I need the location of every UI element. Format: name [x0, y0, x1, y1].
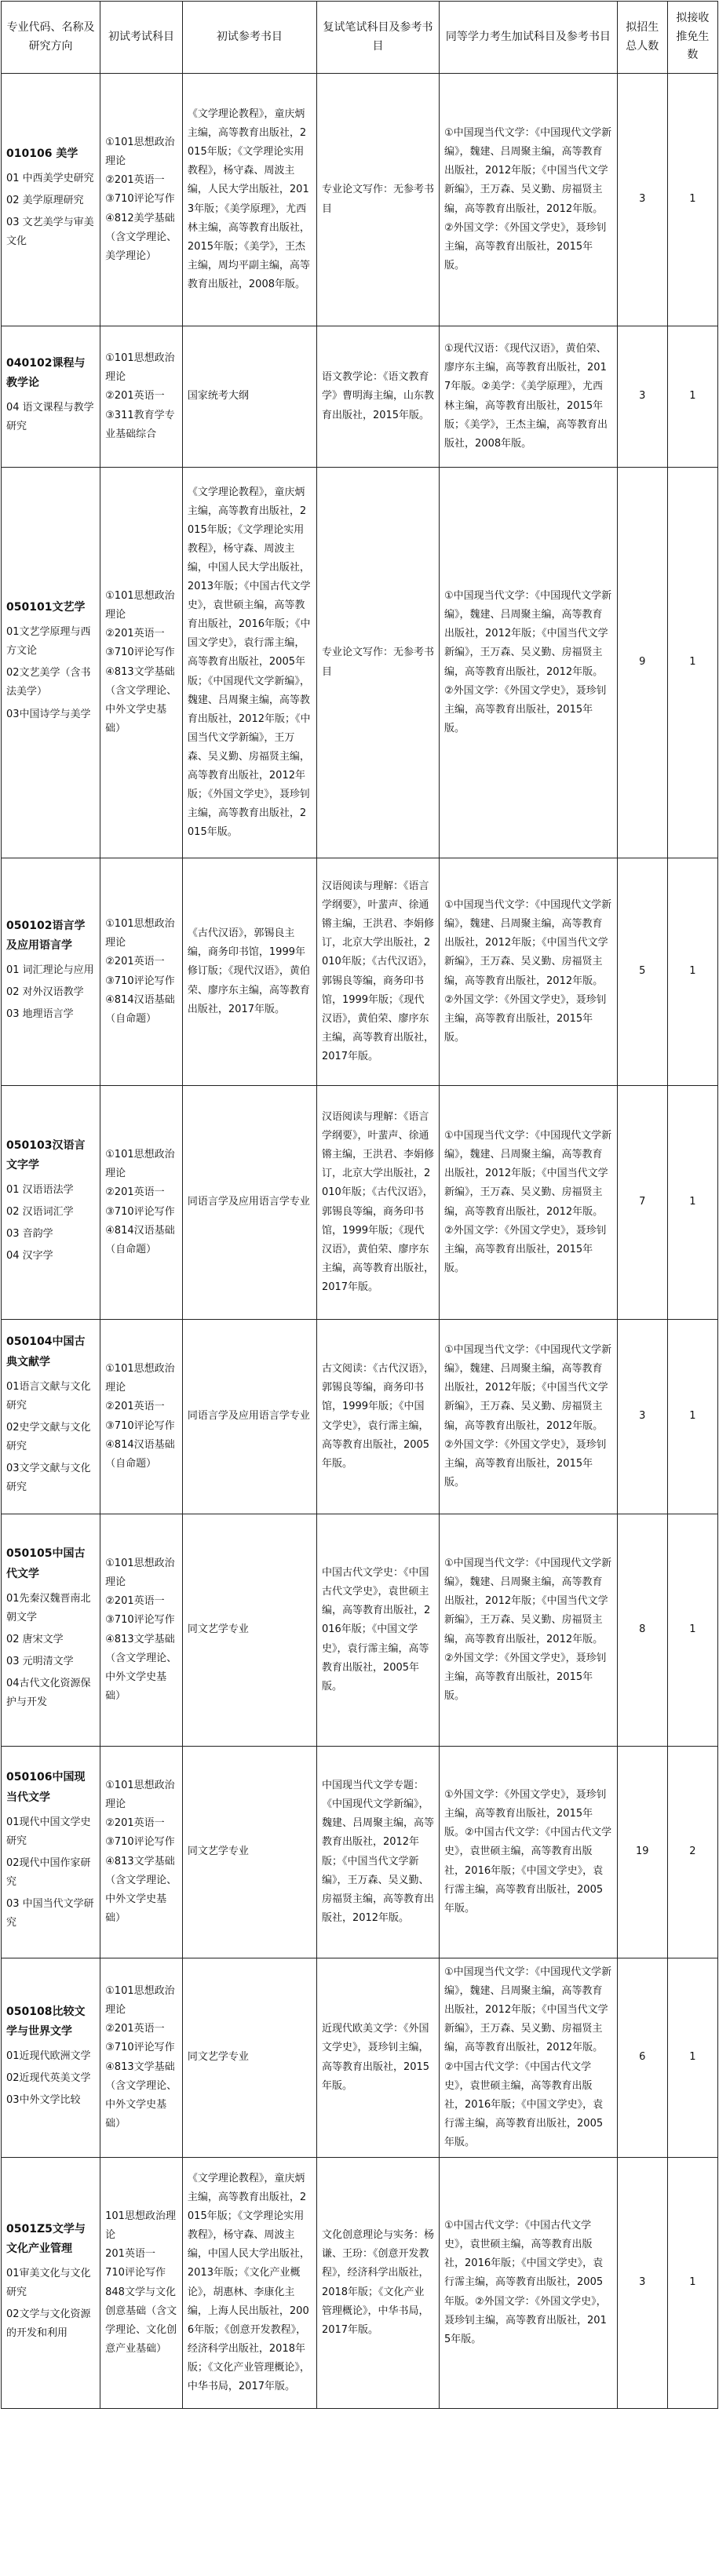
- exempt-cell: 1: [667, 1086, 717, 1320]
- books-cell: 《文学理论教程》，童庆炳主编，高等教育出版社，2015年版；《文学理论实用教程》，杨守森、周波主编，中国人民大学出版社，2013年版；《文化产业概论》，胡惠林、李康化主编，上海人民出版社，2006年版；《创意开发教程》，经济科学出版社，2018年版；《文化产业管理概论》，中华书局，2017年版。: [182, 2158, 316, 2409]
- research-direction: 04 语文课程与教学研究: [6, 402, 94, 433]
- research-direction: 01语言文献与文化研究: [6, 1381, 91, 1412]
- equivalent-cell: ①现代汉语：《现代汉语》，黄伯荣、廖序东主编，高等教育出版社，2017年版。②美学：《美学原理》，尤西林主编，高等教育出版社，2015年版；《美学》，王杰主编，高等教育出版社，2008年版。: [440, 326, 618, 468]
- major-cell: [2, 1747, 100, 1958]
- exam-subject: ②201英语一: [105, 628, 165, 640]
- exam-subject: ④814汉语基础（自命题）: [105, 1438, 175, 1470]
- table-row: [2, 1320, 718, 1514]
- major-name: 050106中国现当代文学: [6, 1771, 86, 1805]
- retest-cell: 中国古代文学史：《中国古代文学史》，袁世硕主编，高等教育出版社，2016年版；《中国文学史》，袁行霈主编，高等教育出版社，2005年版。: [316, 1514, 439, 1747]
- equivalent-cell: ①中国现当代文学：《中国现代文学新编》，魏建、吕周聚主编，高等教育出版社，2012年版；《中国当代文学新编》，王万森、吴义勤、房福贤主编，高等教育出版社，2012年版。②外国文学：《外国文学史》，聂珍钊主编，高等教育出版社，2015年版。: [440, 468, 618, 858]
- equivalent-cell: ①中国现当代文学：《中国现代文学新编》，魏建、吕周聚主编，高等教育出版社，2012年版；《中国当代文学新编》，王万森、吴义勤、房福贤主编，高等教育出版社，2012年版。②外国文学：《外国文学史》，聂珍钊主编，高等教育出版社，2015年版。: [440, 1514, 618, 1747]
- table-row: [2, 74, 718, 326]
- table-header-row: [2, 2, 718, 74]
- exam-subject: ②201英语一: [105, 174, 165, 187]
- table-row: [2, 468, 718, 858]
- research-direction: 02文学与文化资源的开发和利用: [6, 2308, 91, 2340]
- equivalent-cell: ①中国现当代文学：《中国现代文学新编》，魏建、吕周聚主编，高等教育出版社，2012年版；《中国当代文学新编》，王万森、吴义勤、房福贤主编，高等教育出版社，2012年版。②中国古代文学：《中国古代文学史》，袁世硕主编，高等教育出版社，2016年版；《中国文学史》，袁行霈主编，高等教育出版社，2005年版。: [440, 1958, 618, 2158]
- total-cell: 9: [617, 468, 667, 858]
- exam-subject: 710评论写作: [105, 2267, 166, 2279]
- exam-subject: ④813文学基础（含文学理论、中外文学史基础）: [105, 2060, 177, 2130]
- exempt-cell: 1: [667, 1514, 717, 1747]
- research-direction: 01先秦汉魏晋南北朝文学: [6, 1593, 91, 1624]
- equivalent-cell: ①外国文学：《外国文学史》，聂珍钊主编，高等教育出版社，2015年版。②中国古代文学：《中国古代文学史》，袁世硕主编，高等教育出版社，2016年版；《中国文学史》，袁行霈主编，高等教育出版社，2005年版。: [440, 1747, 618, 1958]
- total-cell: 6: [617, 1958, 667, 2158]
- table-row: [2, 1747, 718, 1958]
- exam-subject: ②201英语一: [105, 1401, 165, 1413]
- retest-cell: 古文阅读：《古代汉语》，郭锡良等编，商务印书馆，1999年版；《中国文学史》，袁行霈主编，高等教育出版社，2005年版。: [316, 1320, 439, 1514]
- exams-cell: [100, 1958, 183, 2158]
- exam-subject: ①101思想政治理论: [105, 590, 175, 621]
- research-direction: 01审美文化与文化研究: [6, 2268, 91, 2299]
- table-row: [2, 2158, 718, 2409]
- retest-cell: 专业论文写作：无参考书目: [316, 468, 439, 858]
- exams-cell: [100, 1514, 183, 1747]
- exam-subject: ③710评论写作: [105, 1836, 175, 1849]
- equivalent-cell: ①中国现当代文学：《中国现代文学新编》，魏建、吕周聚主编，高等教育出版社，2012年版；《中国当代文学新编》，王万森、吴义勤、房福贤主编，高等教育出版社，2012年版。②外国文学：《外国文学史》，聂珍钊主编，高等教育出版社，2015年版。: [440, 858, 618, 1086]
- exempt-cell: 1: [667, 2158, 717, 2409]
- major-cell: [2, 326, 100, 468]
- major-name: 050104中国古典文献学: [6, 1335, 86, 1369]
- exam-subject: ③710评论写作: [105, 647, 175, 659]
- exam-subject: ④813文学基础（含文学理论、中外文学史基础）: [105, 1855, 177, 1924]
- books-cell: 同文艺学专业: [182, 1958, 316, 2158]
- research-direction: 03中外文学比较: [6, 2094, 81, 2107]
- research-direction: 02 对外汉语教学: [6, 986, 84, 999]
- major-name: 050101文艺学: [6, 601, 86, 614]
- research-direction: 02 唐宋文学: [6, 1634, 64, 1646]
- research-direction: 04 汉字学: [6, 1250, 53, 1262]
- books-cell: 《文学理论教程》，童庆炳主编，高等教育出版社，2015年版；《文学理论实用教程》，杨守森、周波主编，人民大学出版社，2013年版；《美学原理》，尤西林主编，高等教育出版社，2015年版；《美学》，王杰主编，周均平副主编，高等教育出版社，2008年版。: [182, 74, 316, 326]
- research-direction: 02 汉语词汇学: [6, 1206, 74, 1219]
- total-cell: 3: [617, 326, 667, 468]
- exam-subject: ③710评论写作: [105, 1614, 175, 1627]
- major-cell: [2, 858, 100, 1086]
- exam-subject: ③710评论写作: [105, 1205, 175, 1218]
- books-cell: 国家统考大纲: [182, 326, 316, 468]
- exam-subject: ④813文学基础（含文学理论、中外文学史基础）: [105, 665, 177, 734]
- retest-cell: 专业论文写作：无参考书目: [316, 74, 439, 326]
- major-name: 050102语言学及应用语言学: [6, 919, 86, 953]
- total-cell: 3: [617, 74, 667, 326]
- major-cell: [2, 1086, 100, 1320]
- exam-subject: ②201英语一: [105, 956, 165, 968]
- exam-subject: ①101思想政治理论: [105, 137, 175, 168]
- research-direction: 01 中西美学史研究: [6, 173, 94, 185]
- exam-subject: ④812美学基础（含文学理论、美学理论）: [105, 212, 177, 262]
- research-direction: 02近现代英美文学: [6, 2072, 91, 2085]
- exempt-cell: 1: [667, 858, 717, 1086]
- exam-subject: ③710评论写作: [105, 193, 175, 206]
- major-name: 050108比较文学与世界文学: [6, 2005, 86, 2039]
- retest-cell: 汉语阅读与理解：《语言学纲要》，叶蜚声、徐通锵主编，王洪君、李娟修订，北京大学出版社，2010年版；《古代汉语》，郭锡良等编，商务印书馆，1999年版；《现代汉语》，黄伯荣、廖序东主编，高等教育出版社，2017年版。: [316, 858, 439, 1086]
- exam-subject: ①101思想政治理论: [105, 1780, 175, 1811]
- exam-subject: 201英语一: [105, 2248, 155, 2261]
- header-major: 专业代码、名称及研究方向: [2, 2, 100, 74]
- exam-subject: ②201英语一: [105, 1186, 165, 1199]
- total-cell: 5: [617, 858, 667, 1086]
- header-equivalent: 同等学力考生加试科目及参考书目: [440, 2, 618, 74]
- major-cell: [2, 1514, 100, 1747]
- research-direction: 03 元明清文学: [6, 1656, 74, 1668]
- exam-subject: ①101思想政治理论: [105, 1149, 175, 1180]
- research-direction: 04古代文化资源保护与开发: [6, 1678, 91, 1709]
- research-direction: 03 音韵学: [6, 1228, 53, 1241]
- header-total: 拟招生总人数: [617, 2, 667, 74]
- equivalent-cell: ①中国古代文学：《中国古代文学史》，袁世硕主编，高等教育出版社，2016年版；《中国文学史》，袁行霈主编，高等教育出版社，2005年版。②外国文学：《外国文学史》，聂珍钊主编，高等教育出版社，2015年版。: [440, 2158, 618, 2409]
- table-row: [2, 1086, 718, 1320]
- research-direction: 01 汉语语法学: [6, 1184, 74, 1197]
- exempt-cell: 1: [667, 326, 717, 468]
- exam-subject: ②201英语一: [105, 1595, 165, 1608]
- research-direction: 02现代中国作家研究: [6, 1857, 91, 1889]
- exams-cell: [100, 326, 183, 468]
- total-cell: 3: [617, 2158, 667, 2409]
- exam-subject: ①101思想政治理论: [105, 1558, 175, 1589]
- major-name: 0501Z5文学与文化产业管理: [6, 2222, 86, 2256]
- major-name: 010106 美学: [6, 148, 78, 161]
- research-direction: 03 文艺美学与审美文化: [6, 217, 94, 248]
- header-exams: 初试考试科目: [100, 2, 183, 74]
- exam-subject: ②201英语一: [105, 1817, 165, 1830]
- exam-subject: ①101思想政治理论: [105, 1363, 175, 1394]
- exam-subject: ④814汉语基础（自命题）: [105, 1224, 175, 1255]
- equivalent-cell: ①中国现当代文学：《中国现代文学新编》，魏建、吕周聚主编，高等教育出版社，2012年版；《中国当代文学新编》，王万森、吴义勤、房福贤主编，高等教育出版社，2012年版。②外国文学：《外国文学史》，聂珍钊主编，高等教育出版社，2015年版。: [440, 1086, 618, 1320]
- exam-subject: ④814汉语基础（自命题）: [105, 993, 175, 1025]
- research-direction: 01 词汇理论与应用: [6, 964, 94, 977]
- retest-cell: 文化创意理论与实务：杨谦、王玢：《创意开发教程》，经济科学出版社，2018年版；《文化产业管理概论》，中华书局，2017年版。: [316, 2158, 439, 2409]
- table-row: [2, 1958, 718, 2158]
- table-row: [2, 326, 718, 468]
- research-direction: 03 中国当代文学研究: [6, 1898, 94, 1929]
- research-direction: 01文艺学原理与西方文论: [6, 626, 91, 658]
- major-name: 050103汉语言文字学: [6, 1139, 86, 1172]
- retest-cell: 近现代欧美文学：《外国文学史》，聂珍钊主编，高等教育出版社，2015年版。: [316, 1958, 439, 2158]
- research-direction: 01近现代欧洲文学: [6, 2050, 91, 2063]
- exam-subject: ③710评论写作: [105, 1419, 175, 1432]
- research-direction: 02文艺美学（含书法美学）: [6, 667, 91, 698]
- exams-cell: [100, 858, 183, 1086]
- exempt-cell: 1: [667, 74, 717, 326]
- total-cell: 3: [617, 1320, 667, 1514]
- exempt-cell: 1: [667, 1958, 717, 2158]
- exam-subject: 101思想政治理论: [105, 2210, 176, 2242]
- exams-cell: [100, 74, 183, 326]
- books-cell: 同文艺学专业: [182, 1514, 316, 1747]
- exam-subject: ②201英语一: [105, 2023, 165, 2035]
- major-cell: [2, 1958, 100, 2158]
- equivalent-cell: ①中国现当代文学：《中国现代文学新编》，魏建、吕周聚主编，高等教育出版社，2012年版；《中国当代文学新编》，王万森、吴义勤、房福贤主编，高等教育出版社，2012年版。②外国文学：《外国文学史》，聂珍钊主编，高等教育出版社，2015年版。: [440, 1320, 618, 1514]
- exams-cell: [100, 2158, 183, 2409]
- research-direction: 02史学文献与文化研究: [6, 1422, 91, 1453]
- exam-subject: ③710评论写作: [105, 975, 175, 987]
- table-row: [2, 858, 718, 1086]
- admissions-table: [1, 1, 718, 2409]
- exams-cell: [100, 1320, 183, 1514]
- exams-cell: [100, 1086, 183, 1320]
- total-cell: 19: [617, 1747, 667, 1958]
- header-exempt: 拟接收推免生数: [667, 2, 717, 74]
- research-direction: 03 地理语言学: [6, 1008, 74, 1021]
- major-cell: [2, 74, 100, 326]
- retest-cell: 汉语阅读与理解：《语言学纲要》，叶蜚声、徐通锵主编，王洪君、李娟修订，北京大学出版社，2010年版；《古代汉语》，郭锡良等编，商务印书馆，1999年版；《现代汉语》，黄伯荣、廖序东主编，高等教育出版社，2017年版。: [316, 1086, 439, 1320]
- research-direction: 03文学文献与文化研究: [6, 1463, 91, 1494]
- exam-subject: ④813文学基础（含文学理论、中外文学史基础）: [105, 1633, 177, 1702]
- retest-cell: 中国现当代文学专题：《中国现代文学新编》，魏建、吕周聚主编，高等教育出版社，2012年版；《中国当代文学新编》，王万森、吴义勤、房福贤主编，高等教育出版社，2012年版。: [316, 1747, 439, 1958]
- exempt-cell: 1: [667, 468, 717, 858]
- exam-subject: ③311教育学专业基础综合: [105, 409, 175, 440]
- exam-subject: ①101思想政治理论: [105, 352, 175, 384]
- exam-subject: 848文学与文化创意基础（含文学理论、文化创意产业基础）: [105, 2286, 177, 2355]
- books-cell: 《文学理论教程》，童庆炳主编，高等教育出版社，2015年版；《文学理论实用教程》，杨守森、周波主编，中国人民大学出版社，2013年版；《中国古代文学史》，袁世硕主编，高等教育出版社，2016年版；《中国文学史》，袁行霈主编，高等教育出版社，2005年版；《中国现代文学新编》，魏建、吕周聚主编，高等教育出版社，2012年版；《中国当代文学新编》，王万森、吴义勤、房福贤主编，高等教育出版社，2012年版；《外国文学史》，聂珍钊主编，高等教育出版社，2015年版。: [182, 468, 316, 858]
- retest-cell: 语文教学论：《语文教育学》曹明海主编，山东教育出版社，2015年版。: [316, 326, 439, 468]
- exam-subject: ①101思想政治理论: [105, 1985, 175, 2017]
- total-cell: 7: [617, 1086, 667, 1320]
- major-name: 040102课程与教学论: [6, 356, 86, 390]
- header-retest: 复试笔试科目及参考书目: [316, 2, 439, 74]
- books-cell: 同文艺学专业: [182, 1747, 316, 1958]
- research-direction: 03中国诗学与美学: [6, 708, 91, 720]
- exam-subject: ②201英语一: [105, 390, 165, 403]
- research-direction: 02 美学原理研究: [6, 195, 84, 207]
- table-row: [2, 1514, 718, 1747]
- exam-subject: ①101思想政治理论: [105, 918, 175, 949]
- exams-cell: [100, 468, 183, 858]
- major-cell: [2, 1320, 100, 1514]
- major-name: 050105中国古代文学: [6, 1547, 86, 1581]
- books-cell: 《古代汉语》，郭锡良主编，商务印书馆，1999年修订版；《现代汉语》，黄伯荣、廖序东主编，高等教育出版社，2017年版。: [182, 858, 316, 1086]
- total-cell: 8: [617, 1514, 667, 1747]
- research-direction: 01现代中国文学史研究: [6, 1816, 91, 1848]
- exempt-cell: 1: [667, 1320, 717, 1514]
- major-cell: [2, 468, 100, 858]
- header-books: 初试参考书目: [182, 2, 316, 74]
- exempt-cell: 2: [667, 1747, 717, 1958]
- books-cell: 同语言学及应用语言学专业: [182, 1320, 316, 1514]
- equivalent-cell: ①中国现当代文学：《中国现代文学新编》，魏建、吕周聚主编，高等教育出版社，2012年版；《中国当代文学新编》，王万森、吴义勤、房福贤主编，高等教育出版社，2012年版。②外国文学：《外国文学史》，聂珍钊主编，高等教育出版社，2015年版。: [440, 74, 618, 326]
- major-cell: [2, 2158, 100, 2409]
- books-cell: 同语言学及应用语言学专业: [182, 1086, 316, 1320]
- exam-subject: ③710评论写作: [105, 2042, 175, 2054]
- exams-cell: [100, 1747, 183, 1958]
